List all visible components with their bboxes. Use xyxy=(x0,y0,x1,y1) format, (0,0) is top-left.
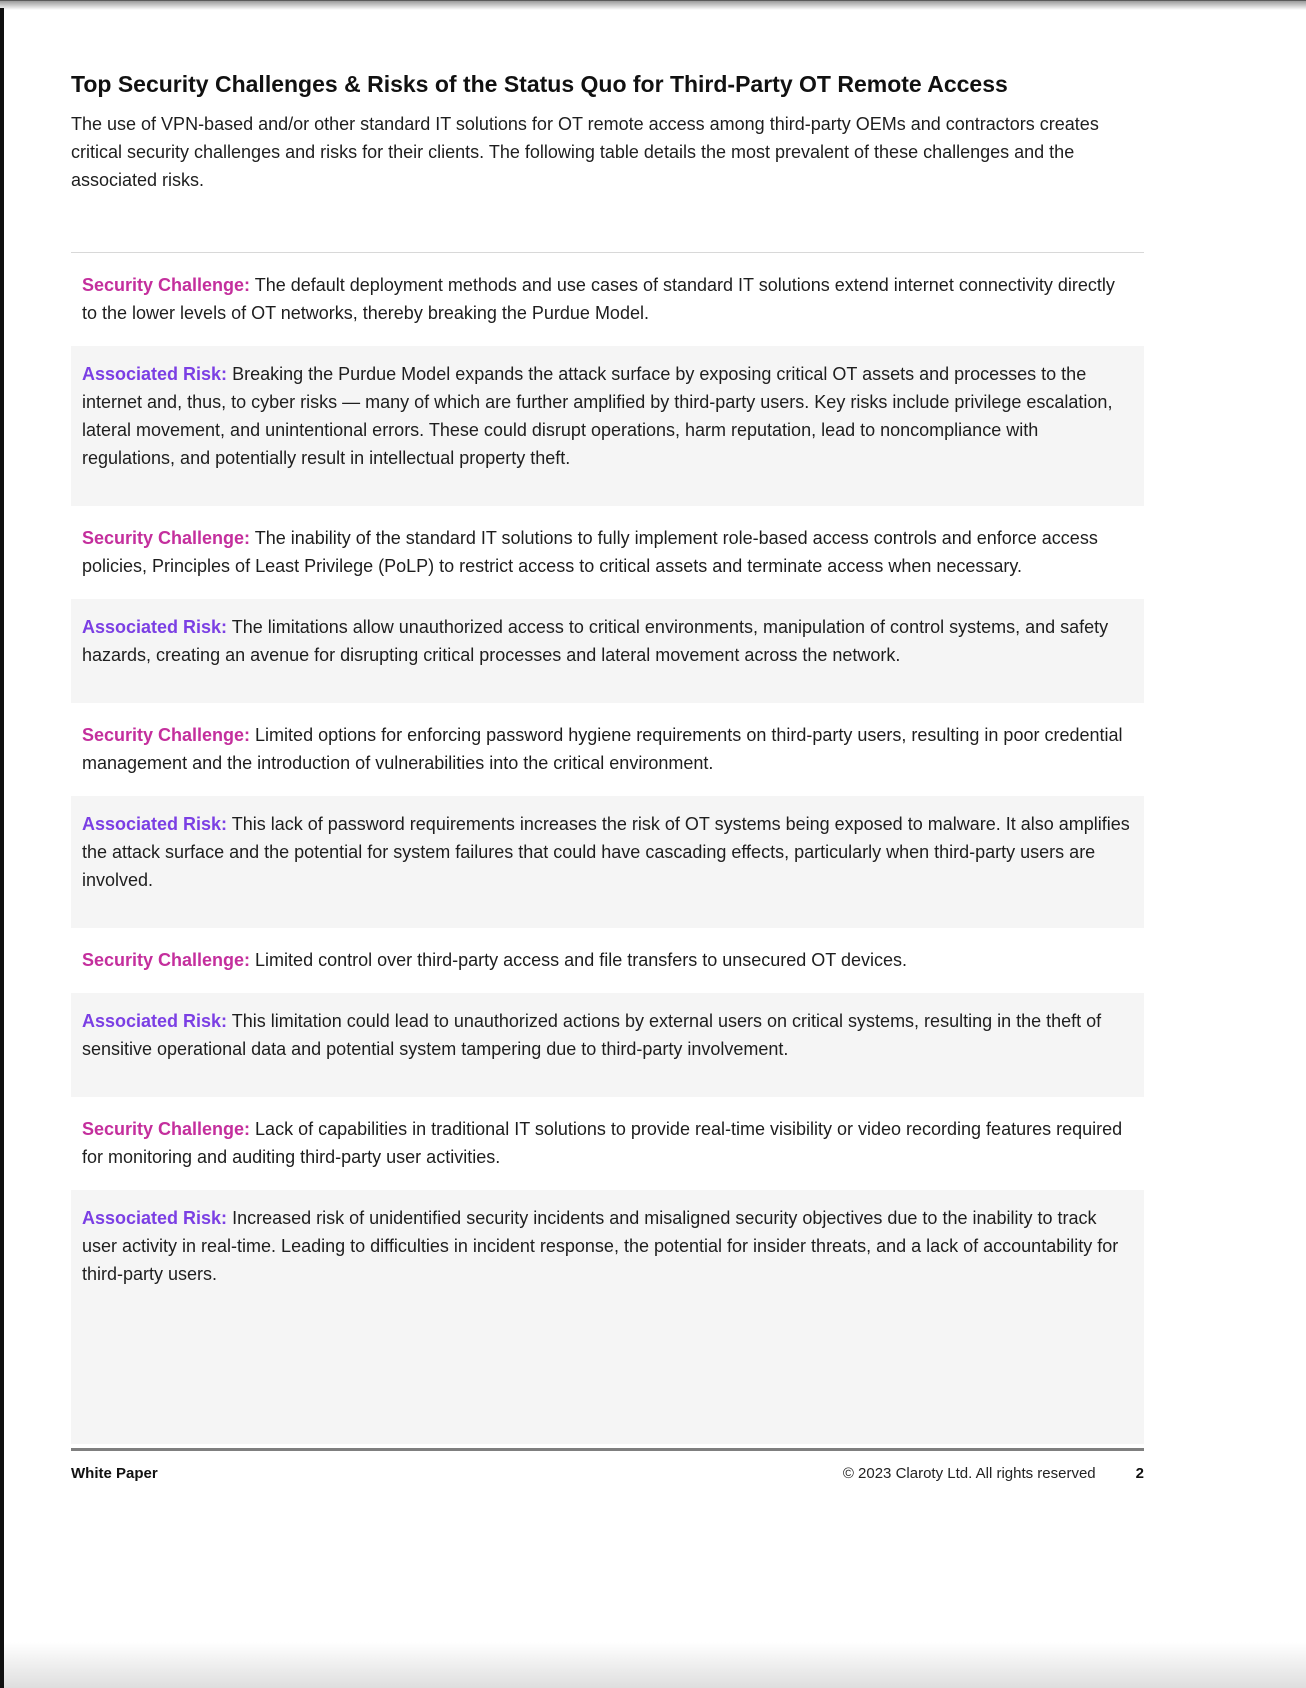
challenge-risk-row xyxy=(71,721,1144,928)
associated-risk-text: This lack of password requirements increases the risk of OT systems being exposed to malware. It also amplifies the attack surface and the potential for system failures that could have cascading effects, particularly when third-party users are involved. xyxy=(82,814,1130,890)
page-left-edge xyxy=(0,8,4,1688)
associated-risk-block xyxy=(71,346,1144,506)
footer-row xyxy=(71,1451,1144,1482)
security-challenge xyxy=(71,721,1144,777)
security-challenge-text: The inability of the standard IT solutions to fully implement role-based access controls and enforce access policies, Principles of Least Privilege (PoLP) to restrict access to critical assets and terminate access when necessary. xyxy=(82,528,1098,576)
security-challenge-text: Limited control over third-party access and file transfers to unsecured OT devices. xyxy=(250,950,908,970)
security-challenge-text: Limited options for enforcing password hygiene requirements on third-party users, resulting in poor credential management and the introduction of vulnerabilities into the critical environment. xyxy=(82,725,1123,773)
associated-risk xyxy=(82,1204,1133,1288)
associated-risk xyxy=(82,1007,1133,1063)
associated-risk-block xyxy=(71,993,1144,1097)
associated-risk-label: Associated Risk: xyxy=(82,1011,228,1031)
associated-risk xyxy=(82,613,1133,669)
footer-doc-type: White Paper xyxy=(71,1465,158,1482)
page-bottom-shadow xyxy=(0,1642,1306,1688)
security-challenge xyxy=(71,271,1144,327)
associated-risk xyxy=(82,360,1133,472)
security-challenge-label: Security Challenge: xyxy=(82,275,251,295)
associated-risk-text: This limitation could lead to unauthorized actions by external users on critical systems, resulting in the theft of sensitive operational data and potential system tampering due to third-party involvement. xyxy=(82,1011,1102,1059)
challenge-risk-table xyxy=(71,271,1144,1444)
associated-risk-text: The limitations allow unauthorized access to critical environments, manipulation of control systems, and safety hazards, creating an avenue for disrupting critical processes and lateral movement across the network. xyxy=(82,617,1109,665)
security-challenge-text: Lack of capabilities in traditional IT solutions to provide real-time visibility or video recording features required for monitoring and auditing third-party user activities. xyxy=(82,1119,1123,1167)
associated-risk-label: Associated Risk: xyxy=(82,364,228,384)
associated-risk-text: Increased risk of unidentified security incidents and misaligned security objectives due to the inability to track user activity in real-time. Leading to difficulties in incident response, the potential for insider threats, and a lack of accountability for third-party users. xyxy=(82,1208,1119,1284)
associated-risk-block xyxy=(71,796,1144,928)
section-divider xyxy=(71,252,1144,253)
security-challenge-text: The default deployment methods and use cases of standard IT solutions extend internet connectivity directly to the lower levels of OT networks, thereby breaking the Purdue Model. xyxy=(82,275,1115,323)
associated-risk-label: Associated Risk: xyxy=(82,1208,228,1228)
footer-page-number: 2 xyxy=(1135,1465,1144,1482)
page-footer xyxy=(71,1448,1144,1482)
footer-copyright: © 2023 Claroty Ltd. All rights reserved xyxy=(842,1465,1096,1482)
challenge-risk-row xyxy=(71,1115,1144,1444)
associated-risk-label: Associated Risk: xyxy=(82,814,228,834)
security-challenge-label: Security Challenge: xyxy=(82,950,251,970)
page-title: Top Security Challenges & Risks of the Status Quo for Third-Party OT Remote Access xyxy=(71,71,1008,97)
challenge-risk-row xyxy=(71,524,1144,703)
security-challenge xyxy=(71,1115,1144,1171)
intro-paragraph: The use of VPN-based and/or other standard IT solutions for OT remote access among third-party OEMs and contractors creates critical security challenges and risks for their clients. The following table details the most prevalent of these challenges and the associated risks. xyxy=(71,114,1099,190)
security-challenge xyxy=(71,946,1144,974)
security-challenge-label: Security Challenge: xyxy=(82,528,251,548)
associated-risk-text: Breaking the Purdue Model expands the attack surface by exposing critical OT assets and processes to the internet and, thus, to cyber risks — many of which are further amplified by third-party users. Key risks include privilege escalation, lateral movement, and unintentional errors. These could disrupt operations, harm reputation, lead to noncompliance with regulations, and potentially result in intellectual property theft. xyxy=(82,364,1113,468)
associated-risk-block xyxy=(71,1190,1144,1444)
security-challenge-label: Security Challenge: xyxy=(82,1119,251,1139)
page-top-edge xyxy=(0,0,1306,10)
security-challenge xyxy=(71,524,1144,580)
associated-risk-label: Associated Risk: xyxy=(82,617,228,637)
challenge-risk-row xyxy=(71,946,1144,1097)
associated-risk-block xyxy=(71,599,1144,703)
security-challenge-label: Security Challenge: xyxy=(82,725,251,745)
challenge-risk-row xyxy=(71,271,1144,506)
associated-risk xyxy=(82,810,1133,894)
